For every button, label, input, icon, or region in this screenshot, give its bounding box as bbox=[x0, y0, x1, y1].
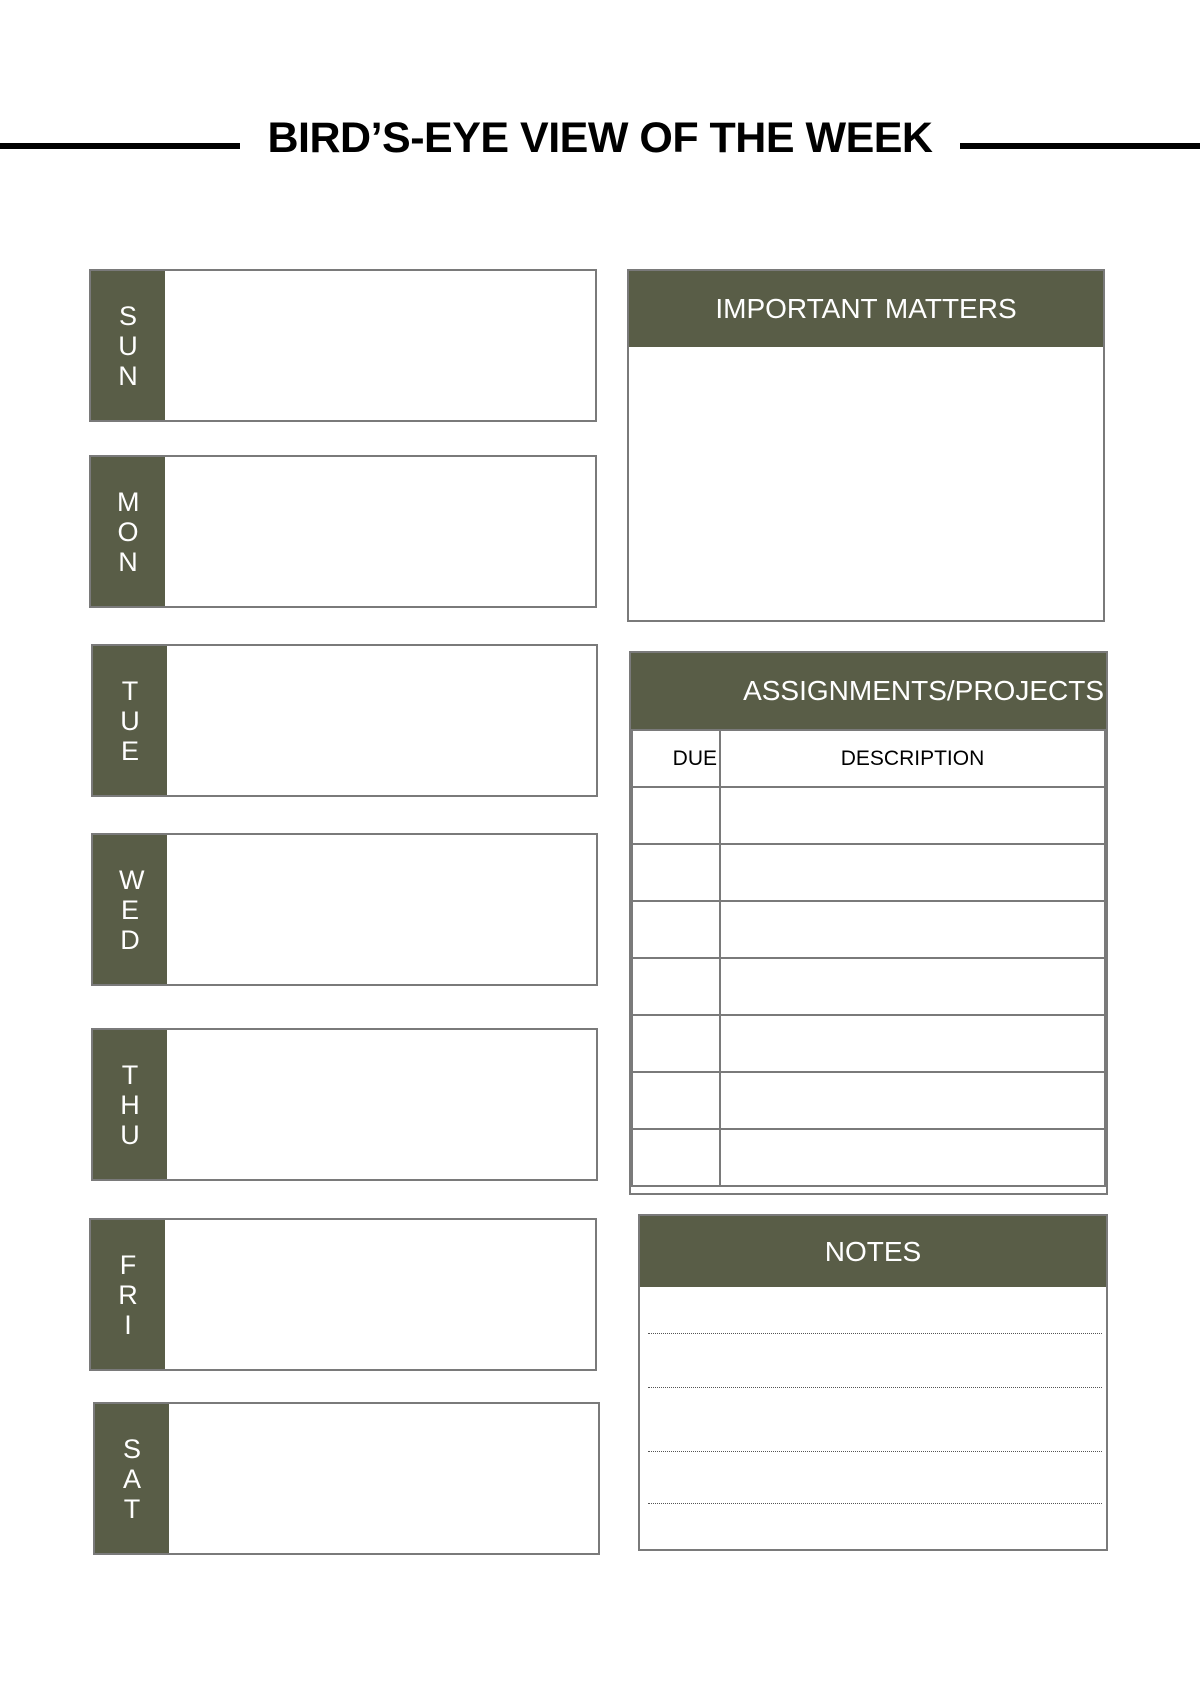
assignments-table bbox=[631, 729, 1106, 1187]
page-title: BIRD’S-EYE VIEW OF THE WEEK bbox=[267, 114, 933, 162]
notes-line[interactable] bbox=[648, 1333, 1102, 1334]
description-column-header: DESCRIPTION bbox=[720, 730, 1105, 787]
notes-header: NOTES bbox=[640, 1216, 1106, 1287]
notes-line[interactable] bbox=[648, 1387, 1102, 1388]
day-label-tab bbox=[91, 271, 165, 420]
description-cell[interactable] bbox=[720, 901, 1105, 958]
day-label-tab bbox=[93, 835, 167, 984]
table-row bbox=[632, 1129, 1105, 1186]
due-cell[interactable] bbox=[632, 1129, 720, 1186]
day-box-thu[interactable] bbox=[91, 1028, 598, 1181]
day-label-tab bbox=[91, 1220, 165, 1369]
notes-panel bbox=[638, 1214, 1108, 1551]
description-cell[interactable] bbox=[720, 844, 1105, 901]
day-box-sun[interactable] bbox=[89, 269, 597, 422]
assignments-panel bbox=[629, 651, 1108, 1195]
due-cell[interactable] bbox=[632, 844, 720, 901]
description-cell[interactable] bbox=[720, 1129, 1105, 1186]
important-matters-panel bbox=[627, 269, 1105, 622]
day-box-tue[interactable] bbox=[91, 644, 598, 797]
day-label-tab bbox=[93, 646, 167, 795]
due-cell[interactable] bbox=[632, 1015, 720, 1072]
table-row bbox=[632, 1015, 1105, 1072]
assignments-header-row bbox=[632, 730, 1105, 787]
due-column-header: DUE bbox=[632, 730, 720, 787]
table-row bbox=[632, 958, 1105, 1015]
title-rule-left bbox=[0, 143, 240, 149]
day-label: SUN bbox=[118, 300, 138, 391]
due-cell[interactable] bbox=[632, 958, 720, 1015]
table-row bbox=[632, 901, 1105, 958]
important-matters-header: IMPORTANT MATTERS bbox=[629, 271, 1103, 347]
day-label-tab bbox=[95, 1404, 169, 1553]
title-rule-right bbox=[960, 143, 1200, 149]
due-cell[interactable] bbox=[632, 787, 720, 844]
assignments-header: ASSIGNMENTS/PROJECTS bbox=[631, 653, 1106, 729]
notes-line[interactable] bbox=[648, 1451, 1102, 1452]
day-box-sat[interactable] bbox=[93, 1402, 600, 1555]
description-cell[interactable] bbox=[720, 958, 1105, 1015]
day-box-fri[interactable] bbox=[89, 1218, 597, 1371]
table-row bbox=[632, 787, 1105, 844]
due-cell[interactable] bbox=[632, 1072, 720, 1129]
day-label: WED bbox=[119, 864, 145, 955]
day-label: THU bbox=[120, 1059, 140, 1150]
notes-line[interactable] bbox=[648, 1503, 1102, 1504]
day-box-mon[interactable] bbox=[89, 455, 597, 608]
table-row bbox=[632, 844, 1105, 901]
description-cell[interactable] bbox=[720, 787, 1105, 844]
day-label: FRI bbox=[118, 1249, 138, 1340]
description-cell[interactable] bbox=[720, 1015, 1105, 1072]
day-label: TUE bbox=[120, 675, 140, 766]
due-cell[interactable] bbox=[632, 901, 720, 958]
description-cell[interactable] bbox=[720, 1072, 1105, 1129]
day-label: SAT bbox=[122, 1433, 141, 1524]
day-label-tab bbox=[91, 457, 165, 606]
table-row bbox=[632, 1072, 1105, 1129]
day-label-tab bbox=[93, 1030, 167, 1179]
day-box-wed[interactable] bbox=[91, 833, 598, 986]
day-label: MON bbox=[117, 486, 140, 577]
